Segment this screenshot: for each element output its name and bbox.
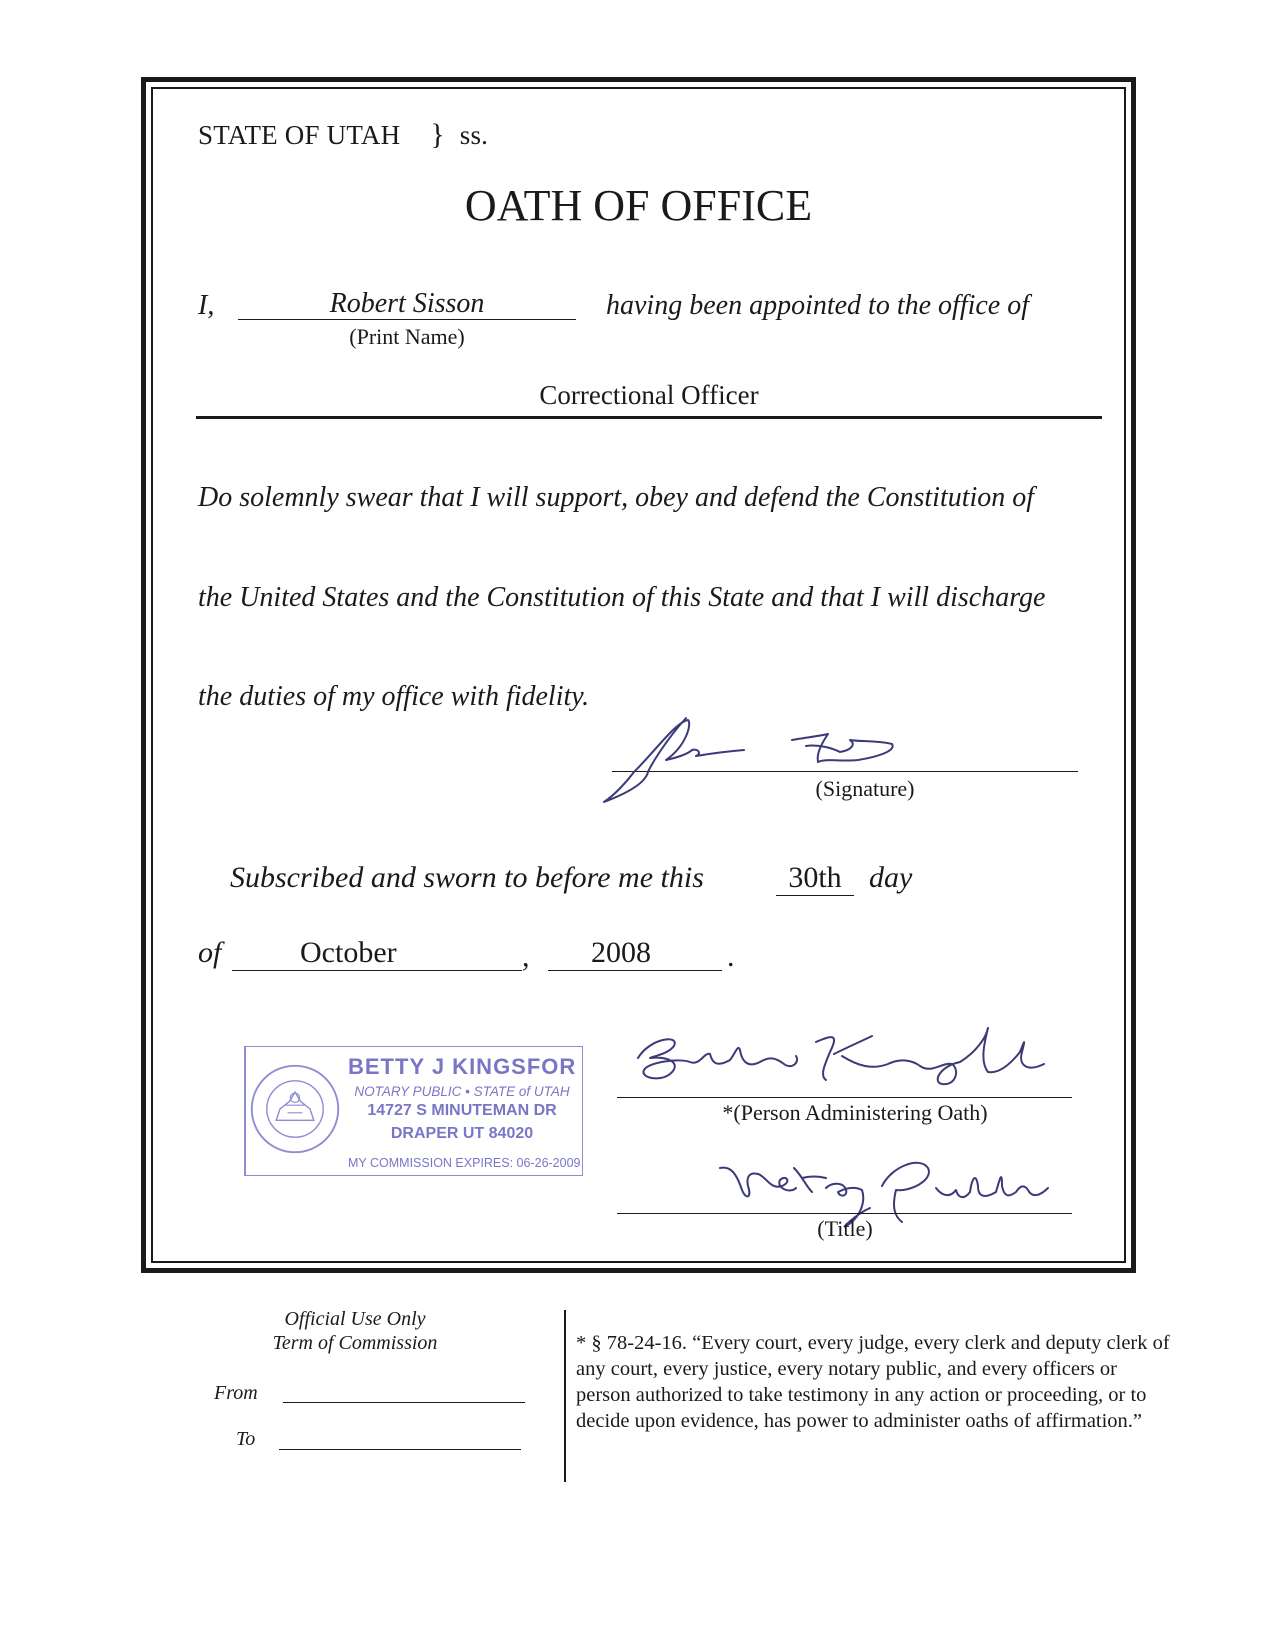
day-label: day xyxy=(869,861,913,894)
administering-caption: *(Person Administering Oath) xyxy=(722,1100,988,1125)
appointed-text: having been appointed to the office of xyxy=(606,290,1030,321)
office-value: Correctional Officer xyxy=(539,380,759,410)
stamp-notary-title: NOTARY PUBLIC • STATE of UTAH xyxy=(354,1084,570,1099)
administering-underline xyxy=(617,1097,1072,1098)
brace-symbol: } xyxy=(430,118,445,151)
stamp-address-street: 14727 S MINUTEMAN DR xyxy=(367,1102,557,1119)
stamp-address-city: DRAPER UT 84020 xyxy=(390,1125,534,1142)
administering-signature xyxy=(620,1022,1070,1094)
comma-mark: , xyxy=(522,940,530,973)
to-label: To xyxy=(236,1428,256,1450)
oath-line-2: the United States and the Constitution of this State and that I will discharge xyxy=(198,582,1046,613)
state-label: STATE OF UTAH xyxy=(198,120,401,150)
pronoun-label: I, xyxy=(198,290,215,321)
year-value: 2008 xyxy=(591,936,651,969)
from-label: From xyxy=(214,1382,258,1404)
title-underline xyxy=(617,1213,1072,1214)
month-underline xyxy=(232,970,522,971)
state-seal-icon xyxy=(248,1062,342,1156)
signature-caption: (Signature) xyxy=(815,776,915,801)
notary-stamp xyxy=(244,1046,584,1182)
term-of-commission-heading: Term of Commission xyxy=(272,1332,438,1354)
name-value: Robert Sisson xyxy=(329,288,485,319)
day-underline xyxy=(776,895,854,896)
stamp-commission-expiry: MY COMMISSION EXPIRES: 06-26-2009 xyxy=(348,1156,581,1170)
subscribed-text: Subscribed and sworn to before me this xyxy=(230,861,704,894)
statute-footnote: * § 78-24-16. “Every court, every judge, every clerk and deputy clerk of any court, every justice, every notary public, and every officers or person authorized to take testimony in any action or proceeding, or to decide upon evidence, has power to administer oaths of affirmation.” xyxy=(576,1332,1170,1432)
month-value: October xyxy=(300,936,397,969)
official-use-heading: Official Use Only xyxy=(284,1308,426,1330)
to-underline xyxy=(279,1449,521,1450)
office-underline xyxy=(196,416,1102,419)
from-underline xyxy=(283,1402,525,1403)
day-value: 30th xyxy=(788,861,842,894)
period-mark: . xyxy=(727,940,735,973)
of-label: of xyxy=(198,936,222,969)
section-divider xyxy=(564,1310,566,1482)
title-caption: (Title) xyxy=(817,1216,873,1241)
stamp-notary-name: BETTY J KINGSFOR xyxy=(348,1054,577,1079)
ss-label: ss. xyxy=(459,120,489,150)
name-underline xyxy=(238,319,576,320)
year-underline xyxy=(548,970,722,971)
state-venue-line xyxy=(198,118,488,152)
oath-line-1: Do solemnly swear that I will support, obey and defend the Constitution of xyxy=(198,482,1035,513)
oath-line-3: the duties of my office with fidelity. xyxy=(198,681,590,712)
print-name-caption: (Print Name) xyxy=(349,324,465,349)
document-title: OATH OF OFFICE xyxy=(464,181,813,230)
